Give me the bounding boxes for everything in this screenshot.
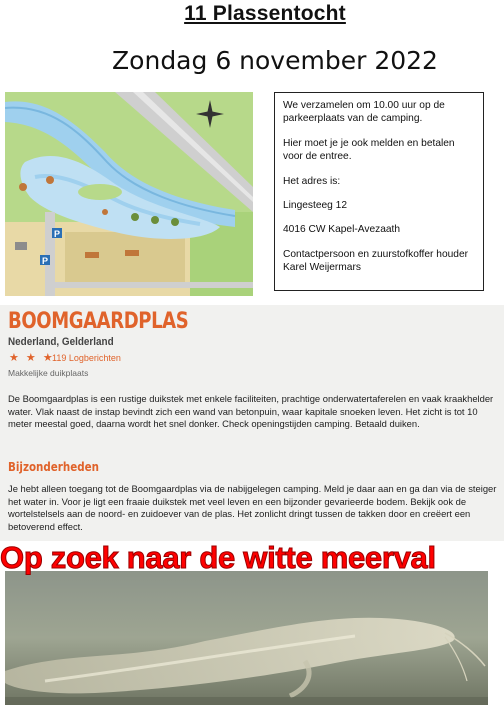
site-map [5,92,253,296]
street-address: Lingesteeg 12 [283,200,348,212]
details-heading: Bijzonderheden [8,460,99,474]
dive-site-name: BOOMGAARDPLAS [8,309,189,334]
svg-text:P: P [42,256,49,266]
catfish-banner: Op zoek naar de witte meerval [0,540,436,575]
address-label: Het adres is: [283,175,341,187]
event-date: Zondag 6 november 2022 [112,46,438,75]
rating-stars-icon: ★ ★ ★ [9,352,55,364]
page-title: 11 Plassentocht [184,2,346,25]
dive-site-card [0,305,504,541]
review-count-link[interactable]: 119 Logberichten [52,353,121,363]
dive-site-location: Nederland, Gelderland [8,336,114,348]
meeting-info-box [274,92,484,291]
postal-address: 4016 CW Kapel-Avezaath [283,224,401,236]
catfish-photo [5,571,488,705]
details-text: Je hebt alleen toegang tot de Boomgaardplas via de nabijgelegen camping. Meld je daar aan en ga dan via de steiger het water in. Voor je ligt een fraaie duikstek met veel leven en een bijzonder gevarieerde bodem. Bekijk ook de wortelstelsels aan de noord- en zuidoever van de plas. Het zonlicht dringt tussen de takken door en creëert een betoverend effect. [8,483,497,532]
difficulty-label: Makkelijke duikplaats [8,368,89,378]
svg-text:P: P [54,229,61,239]
meet-text: We verzamelen om 10.00 uur op de parkeerplaats van de camping. [283,100,445,125]
register-text: Hier moet je je ook melden en betalen voor de entree. [283,137,455,163]
contact-person: Contactpersoon en zuurstofkoffer houder Karel Weijermars [283,248,469,274]
dive-site-description: De Boomgaardplas is een rustige duikstek met enkele faciliteiten, prachtige onderwatertaferelen en vaak kraakhelder water. Vlak naast de instap bevindt zich een wand van betonpuin, waar kapitale snoeken leven. Het zicht is tot 10 meter meestal goed, daarna wordt het snel donker. Check openingstijden camping. Betaald duiken. [8,393,494,429]
